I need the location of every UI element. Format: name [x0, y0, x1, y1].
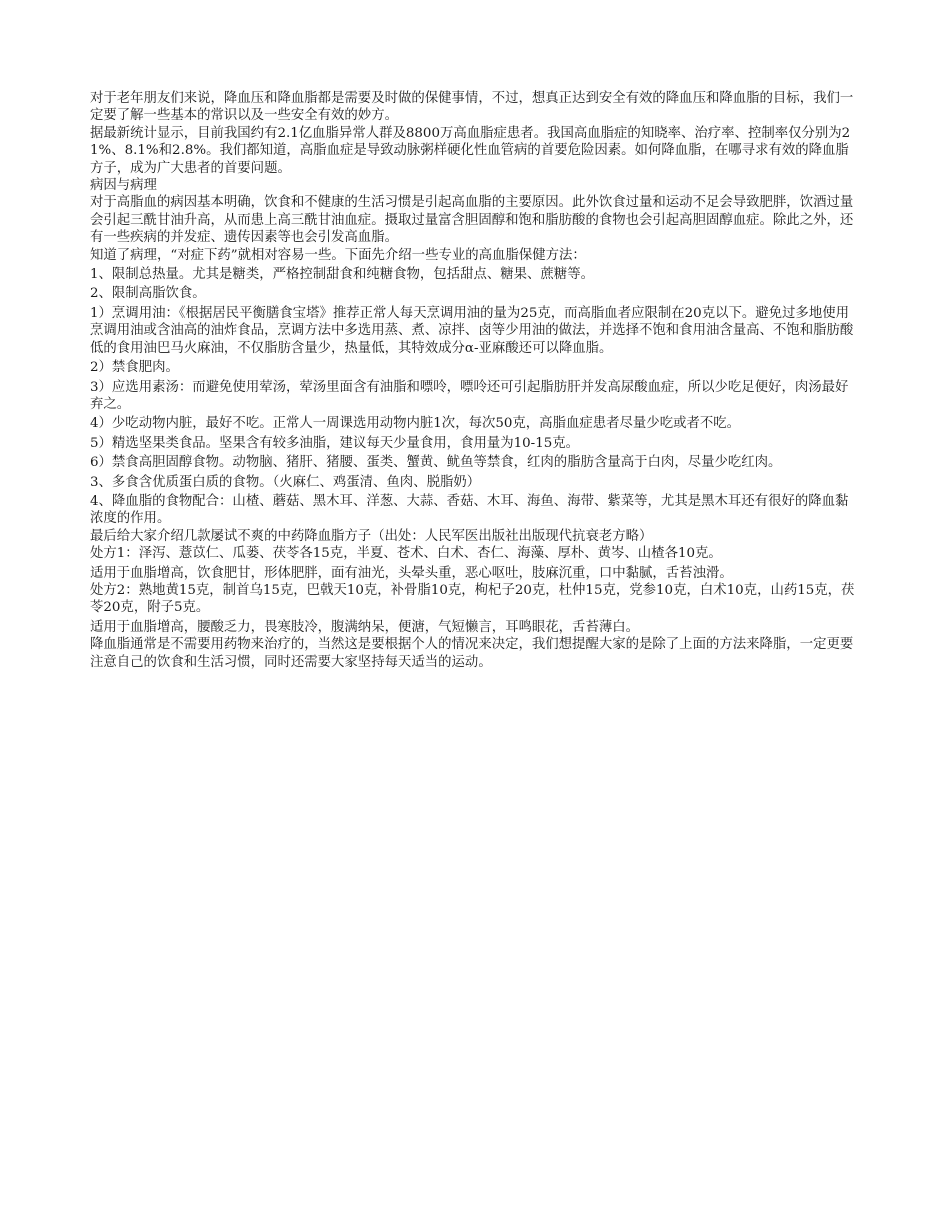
- list-item-food-combination: 4、降血脂的食物配合：山楂、蘑菇、黑木耳、洋葱、大蒜、香菇、木耳、海鱼、海带、紫菜等，尤其是黑木耳还有很好的降血黏浓度的作用。: [90, 493, 849, 527]
- list-item-protein: 3、多食含优质蛋白质的食物。（火麻仁、鸡蛋清、鱼肉、脱脂奶）: [90, 474, 481, 490]
- prescription-2-indication: 适用于血脂增高，腰酸乏力，畏寒肢冷，腹满纳呆，便溏，气短懒言，耳鸣眼花，舌苔薄白。: [90, 619, 640, 635]
- paragraph-methods-intro: 知道了病理，“对症下药”就相对容易一些。下面先介绍一些专业的高血脂保健方法：: [90, 247, 586, 263]
- paragraph-statistics: 据最新统计显示，目前我国约有2.1亿血脂异常人群及8800万高血脂症患者。我国高血脂症的知晓率、治疗率、控制率仅分别为21%、8.1%和2.8%。我们都知道，高脂血症是导致动脉粥样硬化性血管病的首要危险因素。如何降血脂，在哪寻求有效的降血脂方子，成为广大患者的首要问题。: [90, 125, 851, 176]
- paragraph-prescriptions-intro: 最后给大家介绍几款屡试不爽的中药降血脂方子（出处：人民军医出版社出版现代抗衰老方略）: [90, 528, 653, 544]
- paragraph-etiology: 对于高脂血的病因基本明确，饮食和不健康的生活习惯是引起高血脂的主要原因。此外饮食过量和运动不足会导致肥胖，饮酒过量会引起三酰甘油升高，从而患上高三酰甘油血症。摄取过量富含胆固醇和饱和脂肪酸的食物也会引起高胆固醇血症。除此之外，还有一些疾病的并发症、遗传因素等也会引发高血脂。: [90, 195, 854, 246]
- sub-item-cooking-oil: 1）烹调用油：《根据居民平衡膳食宝塔》推荐正常人每天烹调用油的量为25克，而高脂血者应限制在20克以下。避免过多地使用烹调用油或含油高的油炸食品，烹调方法中多选用蒸、煮、凉拌、卤等少用油的做法，并选择不饱和食用油含量高、不饱和脂肪酸低的食用油巴马火麻油，不仅脂肪含量少，热量低，其特效成分α-亚麻酸还可以降血脂。: [90, 305, 854, 356]
- document-body: [90, 90, 860, 671]
- sub-item-vegetable-soup: 3）应选用素汤：而避免使用荤汤，荤汤里面含有油脂和嘌呤，嘌呤还可引起脂肪肝并发高尿酸血症，所以少吃足便好，肉汤最好弃之。: [90, 379, 849, 412]
- list-item-limit-fat: 2、限制高脂饮食。: [90, 286, 206, 302]
- sub-item-cholesterol-food: 6）禁食高胆固醇食物。动物脑、猪肝、猪腰、蛋类、蟹黄、鱿鱼等禁食，红肉的脂肪含量高于白肉，尽量少吃红肉。: [90, 455, 782, 471]
- sub-item-no-fatty-meat: 2）禁食肥肉。: [90, 360, 179, 376]
- paragraph-intro: 对于老年朋友们来说，降血压和降血脂都是需要及时做的保健事情，不过，想真正达到安全有效的降血压和降血脂的目标，我们一定要了解一些基本的常识以及一些安全有效的妙方。: [90, 91, 854, 124]
- sub-item-nuts: 5）精选坚果类食品。坚果含有较多油脂，建议每天少量食用，食用量为10-15克。: [90, 435, 580, 451]
- prescription-1: 处方1：泽泻、薏苡仁、瓜蒌、茯苓各15克，半夏、苍术、白术、杏仁、海藻、厚朴、黄岑、山楂各10克。: [90, 546, 722, 562]
- paragraph-conclusion: 降血脂通常是不需要用药物来治疗的，当然这是要根据个人的情况来决定，我们想提醒大家的是除了上面的方法来降脂，一定更要注意自己的饮食和生活习惯，同时还需要大家坚持每天适当的运动。: [90, 637, 854, 670]
- prescription-1-indication: 适用于血脂增高，饮食肥甘，形体肥胖，面有油光，头晕头重，恶心呕吐，肢麻沉重，口中黏腻，舌苔浊滑。: [90, 565, 733, 581]
- section-heading-etiology: 病因与病理: [90, 178, 157, 194]
- list-item-limit-calories: 1、限制总热量。尤其是糖类，严格控制甜食和纯糖食物，包括甜点、糖果、蔗糖等。: [90, 267, 594, 283]
- sub-item-organ-meat: 4）少吃动物内脏，最好不吃。正常人一周课选用动物内脏1次，每次50克，高脂血症患者尽量少吃或者不吃。: [90, 416, 741, 432]
- prescription-2: 处方2：熟地黄15克，制首乌15克，巴戟天10克，补骨脂10克，枸杞子20克，杜仲15克，党参10克，白术10克，山药15克，茯苓20克，附子5克。: [90, 582, 855, 616]
